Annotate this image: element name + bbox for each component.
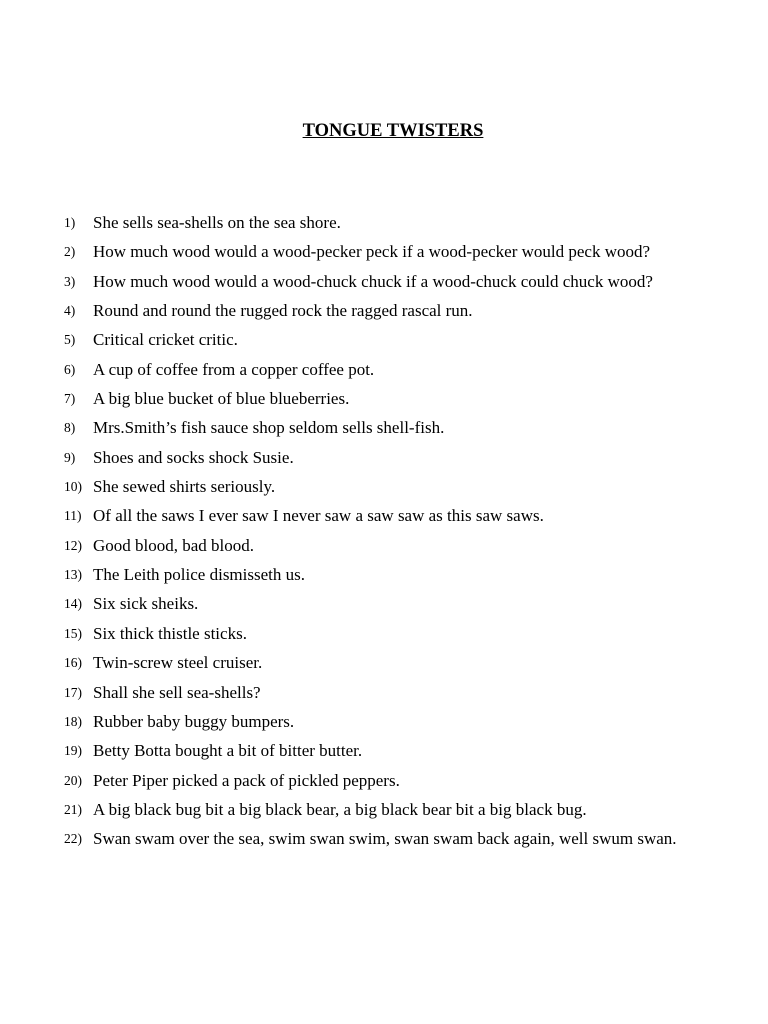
list-item	[0, 416, 768, 445]
item-number: 13)	[64, 567, 82, 583]
item-text: The Leith police dismisseth us.	[93, 565, 305, 585]
item-number: 10)	[64, 479, 82, 495]
item-number: 15)	[64, 625, 82, 641]
item-text: She sewed shirts seriously.	[93, 477, 276, 497]
item-number: 16)	[64, 655, 82, 671]
list-item	[0, 769, 768, 798]
list-item	[0, 387, 768, 416]
item-number: 9)	[64, 449, 76, 465]
item-number: 8)	[64, 420, 76, 436]
item-number: 14)	[64, 596, 82, 612]
list-item	[0, 504, 768, 533]
item-number: 21)	[64, 801, 82, 817]
list-item	[0, 328, 768, 357]
tongue-twister-list	[0, 211, 768, 857]
list-item	[0, 827, 768, 856]
list-item	[0, 651, 768, 680]
item-text: Peter Piper picked a pack of pickled peppers.	[93, 770, 400, 790]
list-item	[0, 299, 768, 328]
item-number: 3)	[64, 273, 76, 289]
item-text: A big black bug bit a big black bear, a big black bear bit a big black bug.	[93, 799, 587, 819]
item-number: 12)	[64, 537, 82, 553]
list-item	[0, 475, 768, 504]
list-item	[0, 563, 768, 592]
item-text: Six thick thistle sticks.	[93, 623, 247, 643]
list-item	[0, 446, 768, 475]
list-item	[0, 358, 768, 387]
item-text: Shoes and socks shock Susie.	[93, 447, 294, 467]
item-number: 11)	[64, 508, 82, 524]
item-text: Betty Botta bought a bit of bitter butter.	[93, 741, 363, 761]
item-text: Of all the saws I ever saw I never saw a saw saw as this saw saws.	[93, 506, 544, 526]
item-text: Swan swam over the sea, swim swan swim, swan swam back again, well swum swan.	[93, 829, 677, 849]
list-item	[0, 798, 768, 827]
item-number: 5)	[64, 332, 76, 348]
item-text: She sells sea-shells on the sea shore.	[93, 213, 341, 232]
item-number: 7)	[64, 391, 76, 407]
list-item	[0, 710, 768, 739]
list-item	[0, 211, 768, 240]
item-number: 19)	[64, 743, 82, 759]
item-text: Critical cricket critic.	[93, 330, 238, 350]
item-text: Good blood, bad blood.	[93, 535, 255, 555]
list-item	[0, 622, 768, 651]
item-text: Rubber baby buggy bumpers.	[93, 711, 295, 731]
item-number: 18)	[64, 713, 82, 729]
list-item	[0, 592, 768, 621]
list-item	[0, 534, 768, 563]
page-title: TONGUE TWISTERS	[302, 121, 484, 141]
item-text: Mrs.Smith’s fish sauce shop seldom sells shell-fish.	[93, 418, 445, 438]
item-text: Round and round the rugged rock the ragged rascal run.	[93, 301, 473, 321]
item-text: Six sick sheiks.	[93, 594, 199, 614]
list-item	[0, 681, 768, 710]
item-number: 1)	[64, 215, 76, 230]
item-text: Twin-screw steel cruiser.	[93, 653, 263, 673]
list-item	[0, 240, 768, 269]
item-text: A big blue bucket of blue blueberries.	[93, 389, 350, 409]
item-number: 17)	[64, 684, 82, 700]
item-number: 22)	[64, 831, 82, 847]
item-text: How much wood would a wood-chuck chuck if a wood-chuck could chuck wood?	[93, 271, 653, 291]
item-text: Shall she sell sea-shells?	[93, 682, 261, 702]
item-text: A cup of coffee from a copper coffee pot.	[93, 359, 375, 379]
item-number: 2)	[64, 244, 76, 260]
item-number: 4)	[64, 303, 76, 319]
item-text: How much wood would a wood-pecker peck if a wood-pecker would peck wood?	[93, 242, 651, 262]
list-item	[0, 270, 768, 299]
item-number: 6)	[64, 361, 76, 377]
list-item	[0, 739, 768, 768]
item-number: 20)	[64, 772, 82, 788]
